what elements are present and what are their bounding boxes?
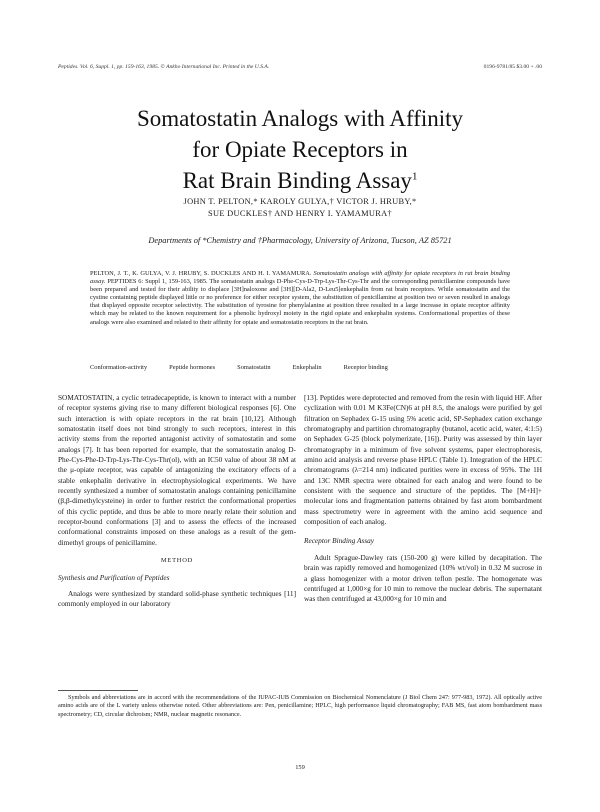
keyword: Somatostatin [237, 364, 271, 371]
binding-assay-heading: Receptor Binding Assay [304, 536, 374, 546]
left-column [58, 393, 296, 610]
abstract-citation-authors: PELTON, J. T., K. GULYA, V. J. HRUBY, S. DUCKLES AND H. I. YAMAMURA. [90, 270, 312, 277]
article-title [60, 103, 540, 196]
abstract-citation-source: PEPTIDES 6: Suppl 1, 159-163, 1985. [107, 278, 208, 286]
title-line-3: Rat Brain Binding Assay$^1$ [182, 168, 418, 193]
running-head-citation: Peptides. Vol. 6, Suppl. 1, pp. 159-163, 1985. © Ankho International Inc. Printed in the U.S.A. [58, 64, 270, 70]
abstract [90, 270, 510, 327]
title-line-1: Somatostatin Analogs with Affinity [136, 106, 464, 131]
intro-paragraph: SOMATOSTATIN, a cyclic tetradecapeptide, is known to interact with a number of receptor systems giving rise to many different biological responses [6]. One such interaction is with opiate receptors in the rat brain [10,12]. Although somatostatin itself does not bind strongly to such receptors, interest in this activity stems from the reported antagonist activity of somatostatin and some analogs [7]. It has been reported for example, that the somatostatin analog D-Phe-Cys-Phe-D-Trp-Lys-Thr-Cys-Thr(ol), with an IC50 value of about 38 nM at the μ-opiate receptor, was capable of antagonizing the excitatory effects of a stable enkephalin derivative in electrophysiological experiments. We have recently synthesized a number of somatostatin analogs containing penicillamine (β,β-dimethylcysteine) in order to further restrict the conformational properties of this cyclic peptide, and thus be able to more nearly relate their solution and receptor-bound conformations [3] and to assess the effects of the increased conformational constraints imposed on these analogs as a result of the gem-dimethyl groups of penicillamine. [58, 393, 296, 547]
method-heading: METHOD [160, 557, 194, 565]
page-number: 159 [295, 764, 305, 771]
right-column [304, 393, 542, 605]
footnote-rule [58, 690, 138, 691]
running-head-price: 0196-9781/85 $3.00 + .00 [483, 64, 542, 70]
keyword: Receptor binding [343, 364, 388, 371]
abstract-citation-title: Somatostatin analogs with affinity for opiate receptors in rat brain binding assay. [90, 270, 510, 286]
abstract-body: The somatostatin analogs D-Phe-Cys-D-Trp-Lys-Thr-Cys-Thr and the corresponding penicillamine compounds have been prepared and tested for their ability to displace [3H]naloxone and [3H][D-Ala2, D-Leu5]enkephalin from rat brain receptors. While somatostatin and the cystine containing peptide displayed little or no preference for either receptor system, the substitution of penicillamine at position two or seven resulted in analogs that displayed opposite receptor selectivity. The substitution of tyrosine for phenylalanine at position three resulted in a large increase in opiate receptor affinity which may be related to the known requirement for a phenolic hydroxyl moiety in the rigid opiate and enkephalin systems. Conformational properties of these analogs were also examined and related to their affinity for opiate and somatostatin receptors in the rat brain. [90, 278, 511, 326]
keywords [90, 364, 510, 371]
authors-line-2: SUE DUCKLES† AND HENRY I. YAMAMURA† [208, 209, 392, 218]
keyword: Enkephalin [292, 364, 322, 371]
binding-assay-paragraph: Adult Sprague-Dawley rats (150-200 g) were killed by decapitation. The brain was rapidly removed and homogenized (10% wt/vol) in 0.32 M sucrose in a glass homogenizer with a motor driven teflon pestle. The homogenate was centrifuged at 1,000×g for 10 min to remove the nuclear debris. The supernatant was then centrifuged at 43,000×g for 10 min and [304, 552, 542, 604]
keyword: Peptide hormones [169, 364, 216, 371]
affiliation: Departments of *Chemistry and †Pharmacology, University of Arizona, Tucson, AZ 85721 [148, 236, 452, 245]
footnote-text: Symbols and abbreviations are in accord with the recommendations of the IUPAC-IUB Commission on Biochemical Nomenclature (J Biol Chem 247: 977-983, 1972). All optically active amino acids are of the L variety unless otherwise noted. Other abbreviations are: Pen, penicillamine; HPLC, high performance liquid chromatography; FAB MS, fast atom bombardment mass spectrometry; CD, circular dichroism; NMR, nuclear magnetic resonance. [58, 694, 542, 718]
footnote [58, 694, 542, 719]
author-list [80, 196, 520, 220]
authors-line-1: JOHN T. PELTON,* KAROLY GULYA,† VICTOR J. HRUBY,* [183, 197, 417, 206]
synthesis-continued-paragraph: [13]. Peptides were deprotected and removed from the resin with liquid HF. After cyclization with 0.01 M K3Fe(CN)6 at pH 8.5, the analogs were purified by gel filtration on Sephadex G-15 using 5% acetic acid, SP-Sephadex cation exchange chromatography and partition chromatography (butanol, acetic acid, water, 4:1:5) on Sephadex G-25 (block polymerizate, [16]). Purity was assessed by thin layer chromatography in a minimum of five solvent systems, paper electrophoresis, amino acid analysis and reverse phase HPLC (Table 1). Integration of the HPLC chromatograms (λ=214 nm) indicated purities were in excess of 95%. The 1H and 13C NMR spectra were obtained for each analog and were found to be consistent with the sequence and structure of the peptides. The [M+H]+ molecular ions and fragmentation patterns obtained by fast atom bombardment mass spectrometry were in agreement with the amino acid sequence and composition of each analog. [304, 393, 542, 527]
synthesis-paragraph: Analogs were synthesized by standard solid-phase synthetic techniques [11] commonly employed in our laboratory [58, 588, 296, 609]
keyword: Conformation-activity [90, 364, 148, 371]
running-head [58, 64, 542, 70]
title-footnote-mark: 1 [411, 170, 418, 183]
synthesis-heading: Synthesis and Purification of Peptides [58, 572, 170, 582]
title-line-2: for Opiate Receptors in [192, 137, 408, 162]
